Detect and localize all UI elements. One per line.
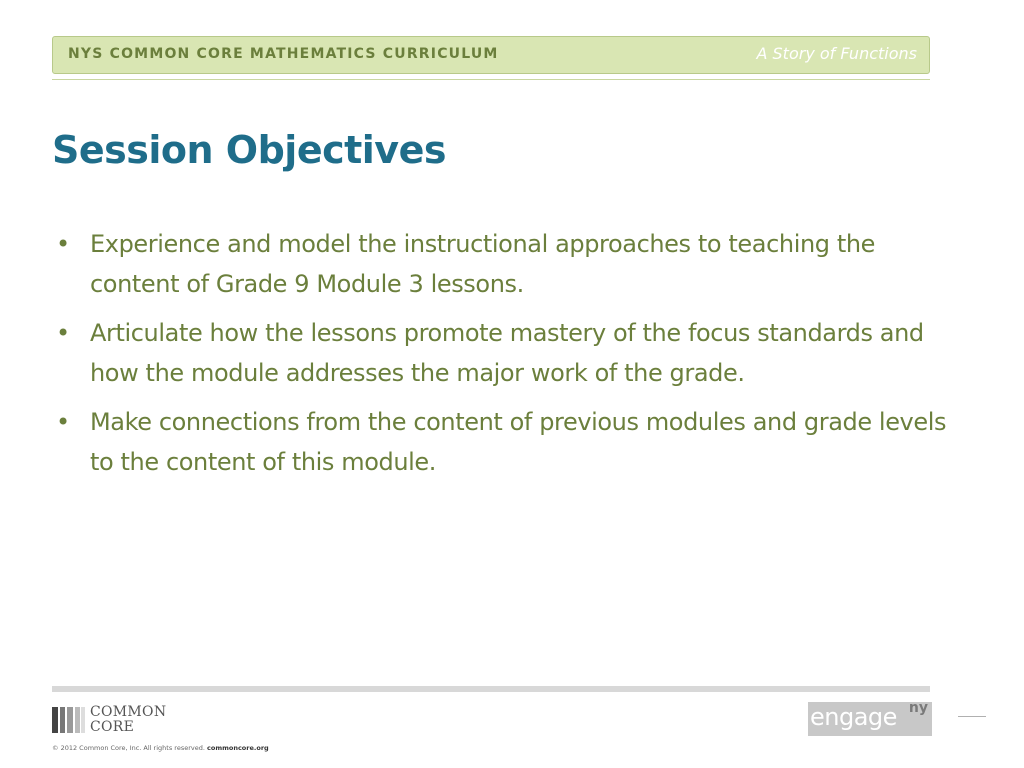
copyright-text: © 2012 Common Core, Inc. All rights reserved. — [52, 744, 205, 752]
curriculum-label: NYS COMMON CORE MATHEMATICS CURRICULUM — [68, 46, 499, 62]
engage-ny-logo — [808, 702, 932, 736]
corner-mark — [958, 716, 986, 717]
common-core-stripes-icon — [52, 707, 86, 733]
engage-wordmark: engage — [810, 703, 897, 731]
header-divider — [52, 79, 930, 80]
objective-text: Experience and model the instructional approaches to teaching the content of Grade 9 Module 3 lessons. — [90, 230, 876, 298]
logo-line-1: COMMON — [90, 704, 167, 720]
common-core-logo — [52, 705, 202, 733]
engage-ny-superscript: ny — [908, 700, 928, 716]
header-bar — [52, 36, 930, 74]
slide-title: Session Objectives — [52, 128, 446, 172]
story-label: A Story of Functions — [756, 44, 917, 63]
copyright-notice — [52, 744, 269, 752]
objectives-list — [52, 224, 952, 491]
footer-divider — [52, 686, 930, 692]
logo-line-2: CORE — [90, 719, 135, 735]
objective-item — [52, 224, 952, 304]
objective-item — [52, 313, 952, 393]
objective-text: Articulate how the lessons promote mastery of the focus standards and how the module addresses the major work of the grade. — [90, 319, 924, 387]
bullet-icon: • — [56, 408, 70, 436]
objective-text: Make connections from the content of previous modules and grade levels to the content of this module. — [90, 408, 947, 476]
copyright-link[interactable]: commoncore.org — [207, 744, 269, 752]
objective-item — [52, 402, 952, 482]
common-core-wordmark — [90, 705, 166, 735]
bullet-icon: • — [56, 230, 70, 258]
bullet-icon: • — [56, 319, 70, 347]
